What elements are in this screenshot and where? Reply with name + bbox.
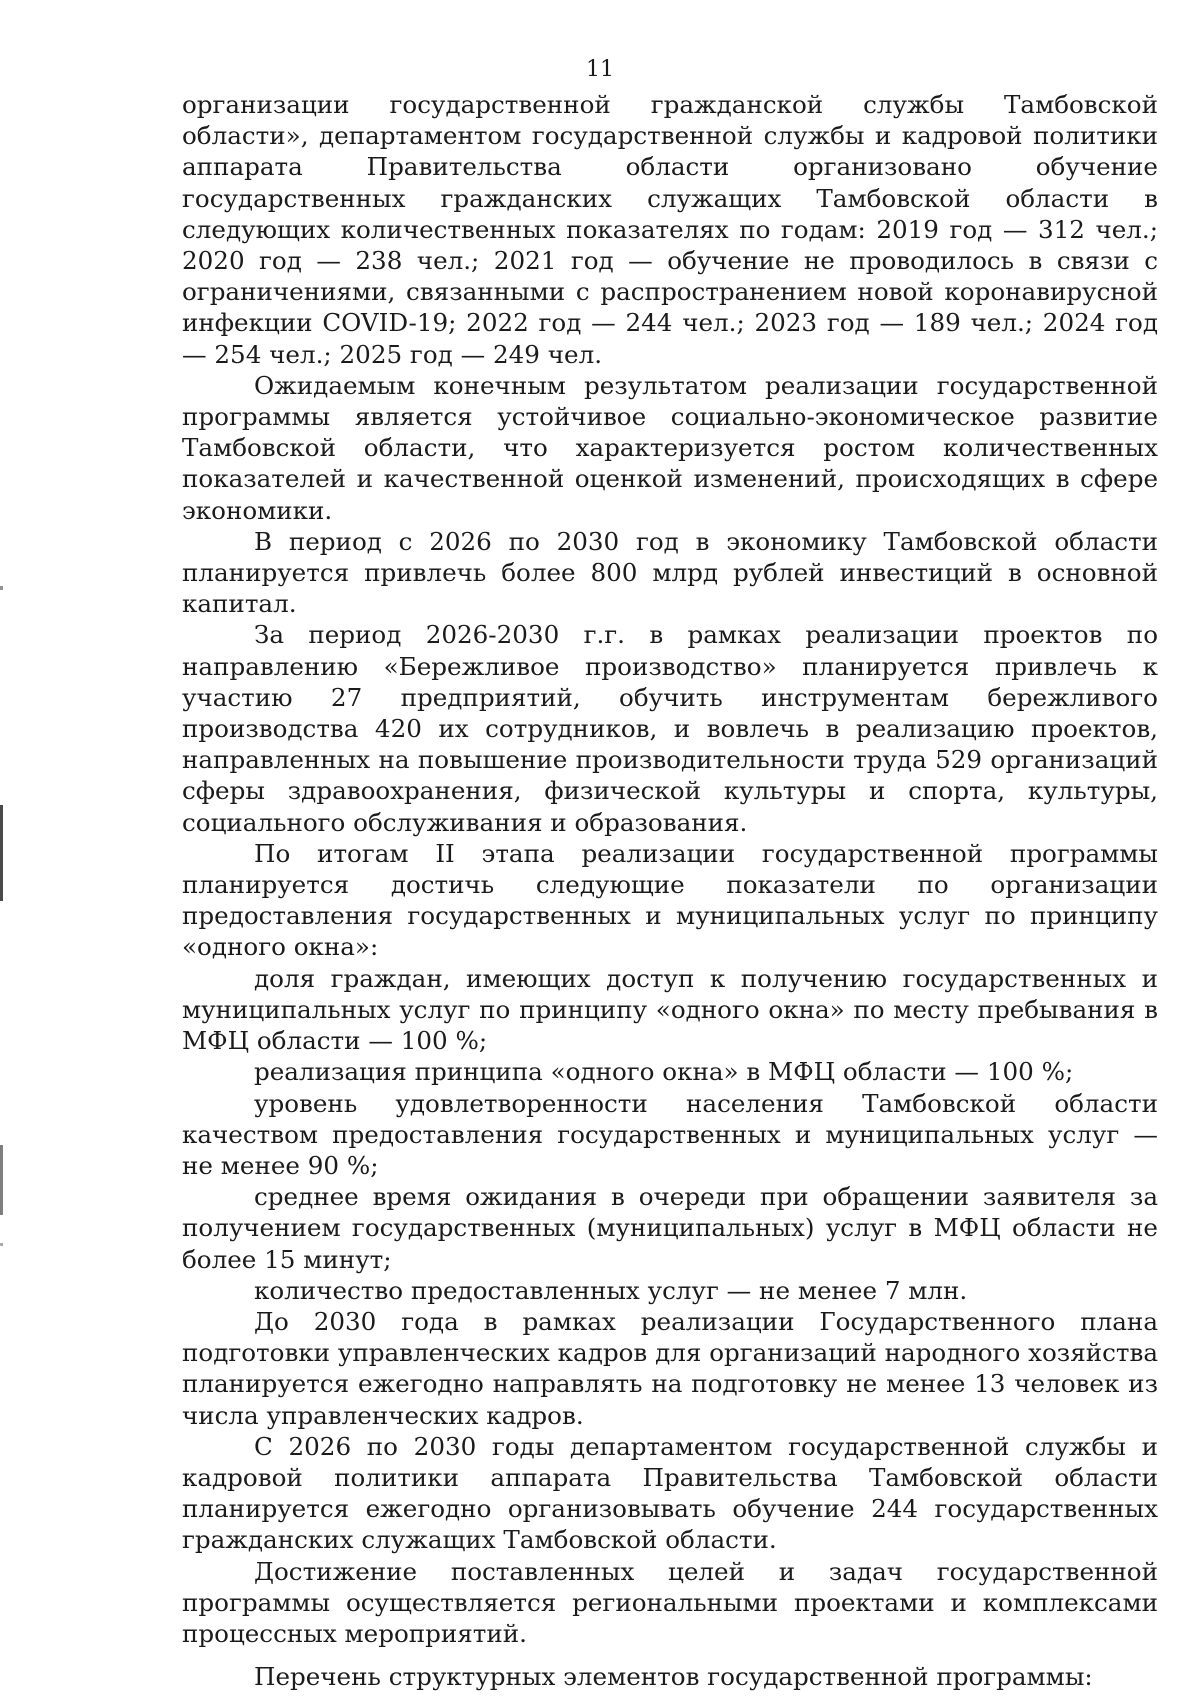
paragraph: Ожидаемым конечным результатом реализации государственной программы является устойчивое социально-экономическое развитие Тамбовской области, что характеризуется ростом количественных показателей и качественной оценкой изменений, происходящих в сфере экономики. <box>182 370 1158 525</box>
paragraph-continuation: организации государственной гражданской службы Тамбовской области», департаментом государственной службы и кадровой политики аппарата Правительства области организовано обучение государственных гражданских служащих Тамбовской области в следующих количественных показателях по годам: 2019 год — 312 чел.; 2020 год — 238 чел.; 2021 год — обучение не проводилось в связи с ограничениями, связанными с распространением новой коронавирусной инфекции COVID-19; 2022 год — 244 чел.; 2023 год — 189 чел.; 2024 год — 254 чел.; 2025 год — 249 чел. <box>182 90 1158 369</box>
paragraph: В период с 2026 по 2030 год в экономику Тамбовской области планируется привлечь более 800 млрд рублей инвестиций в основной капитал. <box>182 526 1158 619</box>
scan-edge-mark <box>0 805 3 901</box>
list-item: уровень удовлетворенности населения Тамбовской области качеством предоставления государственных и муниципальных услуг — не менее 90 %; <box>182 1088 1158 1180</box>
list-item: количество предоставленных услуг — не менее 7 млн. <box>254 1275 968 1305</box>
scan-edge-mark <box>0 1243 3 1246</box>
list-item: реализация принципа «одного окна» в МФЦ области — 100 %; <box>254 1057 1074 1087</box>
document-body <box>182 89 1158 1692</box>
paragraph: С 2026 по 2030 годы департаментом государственной службы и кадровой политики аппарата Правительства Тамбовской области планируется ежегодно организовывать обучение 244 государственных гражданских служащих Тамбовской области. <box>182 1431 1158 1555</box>
list-item: доля граждан, имеющих доступ к получению государственных и муниципальных услуг по принципу «одного окна» по месту пребывания в МФЦ области — 100 %; <box>182 963 1158 1056</box>
paragraph: За период 2026-2030 г.г. в рамках реализации проектов по направлению «Бережливое производство» планируется привлечь к участию 27 предприятий, обучить инструментам бережливого производства 420 их сотрудников, и вовлечь в реализацию проектов, направленных на повышение производительности труда 529 организаций сферы здравоохранения, физической культуры и спорта, культуры, социального обслуживания и образования. <box>182 620 1158 837</box>
paragraph: Перечень структурных элементов государственной программы: <box>254 1662 1093 1692</box>
paragraph: Достижение поставленных целей и задач государственной программы осуществляется региональными проектами и комплексами процессных мероприятий. <box>182 1556 1158 1648</box>
paragraph: По итогам II этапа реализации государственной программы планируется достичь следующие показатели по организации предоставления государственных и муниципальных услуг по принципу «одного окна»: <box>182 838 1158 962</box>
paragraph: До 2030 года в рамках реализации Государственного плана подготовки управленческих кадров для организаций народного хозяйства планируется ежегодно направлять на подготовку не менее 13 человек из числа управленческих кадров. <box>182 1306 1158 1430</box>
scan-edge-mark <box>0 1145 3 1215</box>
scan-edge-mark <box>0 586 3 590</box>
page-number: 11 <box>586 57 614 82</box>
list-item: среднее время ожидания в очереди при обращении заявителя за получением государственных (муниципальных) услуг в МФЦ области не более 15 минут; <box>182 1182 1158 1274</box>
